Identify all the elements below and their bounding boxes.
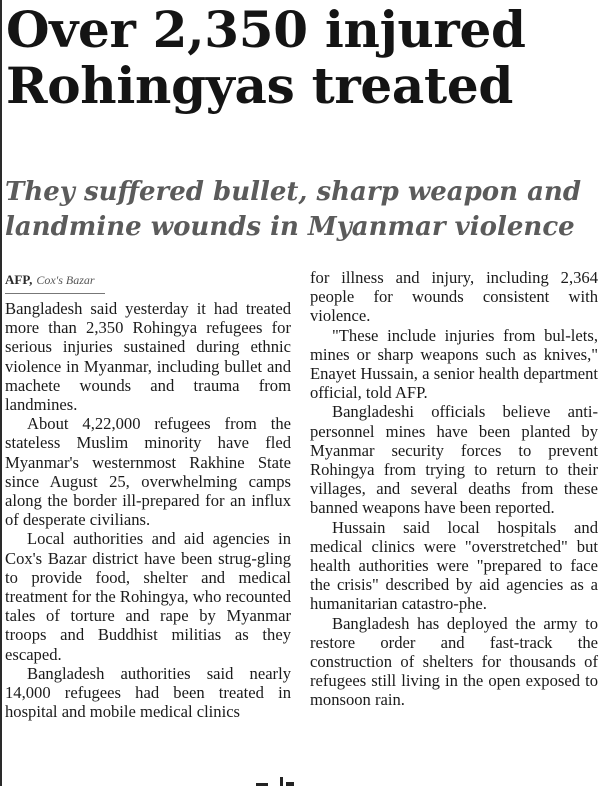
byline-rule xyxy=(5,293,105,294)
article-paragraph: Bangladesh authorities said nearly 14,000 refugees had been treated in hospital and mobile medical clinics xyxy=(5,663,291,722)
byline-location: Cox's Bazar xyxy=(36,273,95,287)
headline: Over 2,350 injured Rohingyas treated xyxy=(6,0,526,115)
article-paragraph: About 4,22,000 refugees from the stateless Muslim minority have fled Myanmar's westernmost Rakhine State since August 25, overwhelming camps along the border ill-prepared for an influx of desperate civilians. xyxy=(5,414,291,530)
subheadline: They suffered bullet, sharp weapon and landmine wounds in Myanmar violence xyxy=(5,177,581,242)
article-paragraph: "These include injuries from bul-lets, mines or sharp weapons such as knives," Enayet Hussain, a senior health department official, told AFP. xyxy=(310,325,598,403)
article-paragraph: Local authorities and aid agencies in Cox's Bazar district have been strug-gling to provide food, shelter and medical treatment for the Rohingya, who recounted tales of torture and rape by Myanmar troops and Buddhist militias as they escaped. xyxy=(5,529,291,664)
article-paragraph: Bangladesh said yesterday it had treated more than 2,350 Rohingya refugees for serious injuries sustained during ethnic violence in Myanmar, including bullet and machete wounds and trauma from landmines. xyxy=(5,299,291,415)
left-border-rule xyxy=(0,0,2,786)
article-paragraph: Bangladesh has deployed the army to restore order and fast-track the construction of shelters for thousands of refugees still living in the open exposed to monsoon rain. xyxy=(310,613,598,710)
cropped-text-fragment xyxy=(250,776,300,786)
article-paragraph: Hussain said local hospitals and medical clinics were "overstretched" but health authorities were "prepared to face the crisis" described by aid agencies as a humanitarian catastro-phe. xyxy=(310,517,598,614)
article-paragraph: for illness and injury, including 2,364 people for wounds consistent with violence. xyxy=(310,268,598,326)
article-paragraph: Bangladeshi officials believe anti-personnel mines have been planted by Myanmar security forces to prevent Rohingya from trying to return to their villages, and several deaths from these banned weapons have been reported. xyxy=(310,402,598,518)
article-column-left xyxy=(5,268,291,721)
byline xyxy=(5,270,291,287)
article-column-right xyxy=(310,268,598,710)
byline-agency: AFP, xyxy=(5,272,33,287)
